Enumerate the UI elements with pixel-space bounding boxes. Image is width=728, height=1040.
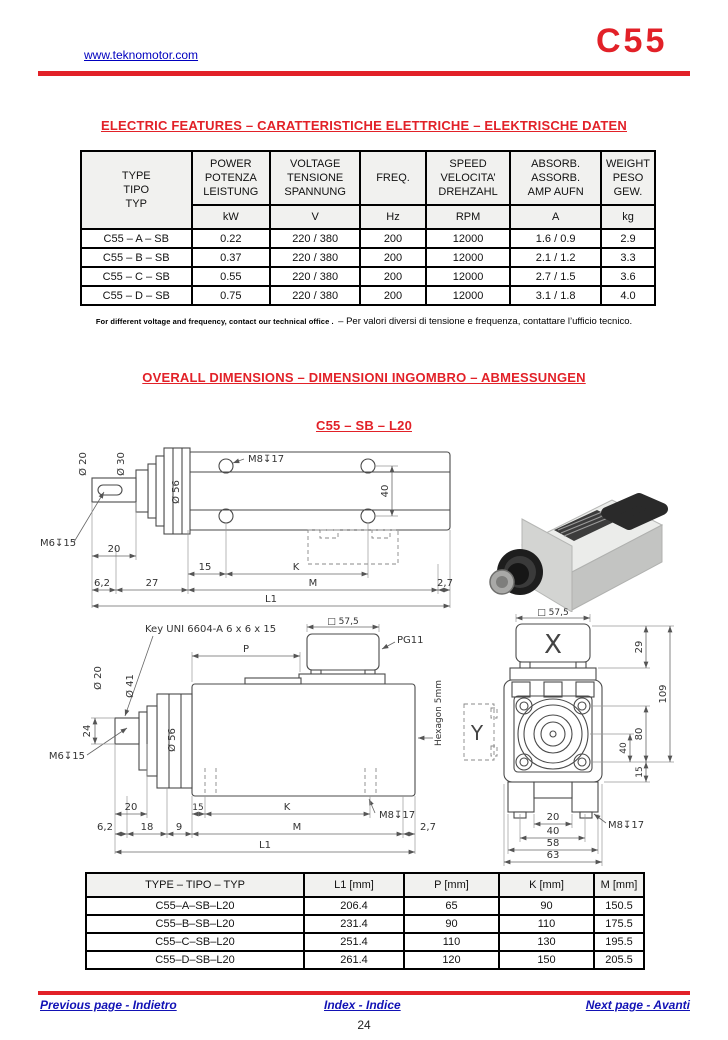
- cell: C55 – C – SB: [81, 267, 192, 286]
- dim-label: M: [292, 822, 302, 833]
- table-row: [86, 933, 644, 951]
- dim-label: Ø 41: [125, 674, 136, 698]
- electric-features-table: [80, 150, 656, 306]
- cell: 2.9: [601, 229, 655, 248]
- dim-label: 80: [634, 727, 645, 741]
- col-header: K [mm]: [499, 873, 594, 897]
- col-header: TYPE – TIPO – TYP: [86, 873, 304, 897]
- cell: 220 / 380: [270, 248, 360, 267]
- dim-label: Ø 30: [116, 452, 127, 476]
- dim-label: K: [283, 802, 291, 813]
- cell: C55–C–SB–L20: [86, 933, 304, 951]
- unit-kg: kg: [601, 205, 655, 229]
- thread-label: M8↧17: [379, 810, 416, 821]
- dim-label: L1: [265, 594, 277, 605]
- page-number: 24: [357, 1018, 371, 1032]
- y-marker: Y: [470, 721, 484, 745]
- cell: 3.3: [601, 248, 655, 267]
- dim-label: 29: [634, 640, 645, 654]
- cell: 200: [360, 229, 426, 248]
- cell: 261.4: [304, 951, 404, 969]
- col-header-power: POWER POTENZA LEISTUNG: [192, 151, 271, 205]
- unit-hz: Hz: [360, 205, 426, 229]
- dim-label: 27: [145, 578, 159, 589]
- dim-label: 6,2: [97, 822, 113, 833]
- dim-label: 58: [546, 838, 560, 849]
- side-view-drawing: [40, 438, 455, 612]
- dim-label: K: [292, 562, 300, 573]
- footer-rule: [38, 991, 690, 995]
- unit-kw: kW: [192, 205, 271, 229]
- col-header: L1 [mm]: [304, 873, 404, 897]
- thread-label: M8↧17: [608, 820, 645, 831]
- dim-label: L1: [259, 840, 271, 851]
- col-header-weight: WEIGHT PESO GEW.: [601, 151, 655, 205]
- dim-label: P: [242, 644, 250, 655]
- cell: C55 – A – SB: [81, 229, 192, 248]
- cell: 0.37: [192, 248, 271, 267]
- header-rule: [38, 71, 690, 76]
- dim-label: 15: [192, 803, 204, 813]
- col-header: M [mm]: [594, 873, 644, 897]
- cell: 12000: [426, 286, 510, 305]
- cell: 220 / 380: [270, 267, 360, 286]
- hexagon-label: Hexagon 5mm: [434, 679, 444, 747]
- dim-label: 40: [546, 826, 560, 837]
- cell: 90: [499, 897, 594, 915]
- cell: 3.1 / 1.8: [510, 286, 601, 305]
- cell: C55 – B – SB: [81, 248, 192, 267]
- cell: 0.75: [192, 286, 271, 305]
- key-label: Key UNI 6604-A 6 x 6 x 15: [145, 624, 277, 635]
- col-header-type: TYPE TIPO TYP: [81, 151, 192, 229]
- dim-label: M: [308, 578, 318, 589]
- cell: 2.1 / 1.2: [510, 248, 601, 267]
- col-header-freq: FREQ.: [360, 151, 426, 205]
- col-header-voltage: VOLTAGE TENSIONE SPANNUNG: [270, 151, 360, 205]
- cell: 130: [499, 933, 594, 951]
- dim-label: 9: [175, 822, 183, 833]
- thread-label: M6↧15: [48, 751, 85, 762]
- cell: 200: [360, 248, 426, 267]
- cell: 200: [360, 286, 426, 305]
- voltage-note: For different voltage and frequency, contact our technical office . – Per valori diversi di tensione e frequenza, contattare l’ufficio tecnico.: [95, 316, 633, 327]
- dim-label: □ 57,5: [537, 608, 569, 618]
- dim-label: 18: [140, 822, 154, 833]
- cell: 251.4: [304, 933, 404, 951]
- dimension-table: [85, 872, 645, 970]
- cell: 110: [404, 933, 499, 951]
- cell: 120: [404, 951, 499, 969]
- dim-label: Ø 20: [78, 452, 89, 476]
- cell: C55–D–SB–L20: [86, 951, 304, 969]
- dimensions-section-title: OVERALL DIMENSIONS – DIMENSIONI INGOMBRO – ABMESSUNGEN: [142, 370, 586, 385]
- dim-label: 2,7: [437, 578, 453, 589]
- table-row: [81, 248, 655, 267]
- dim-label: 63: [546, 850, 560, 861]
- cell: 150: [499, 951, 594, 969]
- cell: 200: [360, 267, 426, 286]
- dim-label: □ 57,5: [327, 617, 359, 627]
- previous-page-link[interactable]: Previous page - Indietro: [40, 998, 177, 1012]
- index-link[interactable]: Index - Indice: [324, 998, 401, 1012]
- product-photo: [462, 440, 702, 612]
- cell: 1.6 / 0.9: [510, 229, 601, 248]
- cell: 206.4: [304, 897, 404, 915]
- table-row: [81, 267, 655, 286]
- cell: 4.0: [601, 286, 655, 305]
- cell: 12000: [426, 248, 510, 267]
- table-row: [86, 897, 644, 915]
- cell: 12000: [426, 229, 510, 248]
- variant-title: C55 – SB – L20: [315, 418, 412, 433]
- thread-label: M6↧15: [40, 538, 77, 549]
- dim-label: 20: [546, 812, 560, 823]
- cell: 65: [404, 897, 499, 915]
- cell: 3.6: [601, 267, 655, 286]
- cell: C55–B–SB–L20: [86, 915, 304, 933]
- unit-rpm: RPM: [426, 205, 510, 229]
- table-row: [81, 229, 655, 248]
- cell: 90: [404, 915, 499, 933]
- dim-label: 15: [635, 766, 645, 778]
- front-view-drawing: [458, 606, 706, 868]
- cell: 0.55: [192, 267, 271, 286]
- dim-label: 15: [198, 562, 212, 573]
- side-view-full-drawing: [35, 616, 455, 862]
- col-header-speed: SPEED VELOCITA’ DREHZAHL: [426, 151, 510, 205]
- cell: 231.4: [304, 915, 404, 933]
- model-title: C55: [596, 22, 668, 60]
- unit-v: V: [270, 205, 360, 229]
- cell: 220 / 380: [270, 229, 360, 248]
- cell: C55–A–SB–L20: [86, 897, 304, 915]
- cell: 205.5: [594, 951, 644, 969]
- dim-label: Ø 56: [171, 480, 182, 504]
- dim-label: 6,2: [94, 578, 110, 589]
- dim-label: 2,7: [420, 822, 436, 833]
- cell: 150.5: [594, 897, 644, 915]
- col-header: P [mm]: [404, 873, 499, 897]
- cell: C55 – D – SB: [81, 286, 192, 305]
- table-row: [86, 915, 644, 933]
- website-link[interactable]: www.teknomotor.com: [84, 48, 199, 62]
- table-header-row: [86, 873, 644, 897]
- dim-label: Ø 56: [167, 728, 178, 752]
- cell: 175.5: [594, 915, 644, 933]
- cell: 220 / 380: [270, 286, 360, 305]
- dim-label: 109: [658, 684, 669, 704]
- cell: 195.5: [594, 933, 644, 951]
- dim-label: 24: [82, 724, 93, 738]
- x-marker: X: [544, 630, 562, 660]
- cell: 12000: [426, 267, 510, 286]
- dim-label: 40: [619, 742, 629, 754]
- dim-label: Ø 20: [93, 666, 104, 690]
- dim-label: 40: [380, 484, 391, 498]
- dim-label: 20: [107, 544, 121, 555]
- table-row: [81, 286, 655, 305]
- table-row: [86, 951, 644, 969]
- cell: 0.22: [192, 229, 271, 248]
- next-page-link[interactable]: Next page - Avanti: [585, 998, 690, 1012]
- electric-section-title: ELECTRIC FEATURES – CARATTERISTICHE ELETTRICHE – ELEKTRISCHE DATEN: [100, 118, 627, 133]
- cell: 2.7 / 1.5: [510, 267, 601, 286]
- unit-a: A: [510, 205, 601, 229]
- cell: 110: [499, 915, 594, 933]
- thread-label: M8↧17: [248, 454, 285, 465]
- dim-label: 20: [124, 802, 138, 813]
- gland-label: PG11: [397, 635, 424, 646]
- col-header-absorb: ABSORB. ASSORB. AMP AUFN: [510, 151, 601, 205]
